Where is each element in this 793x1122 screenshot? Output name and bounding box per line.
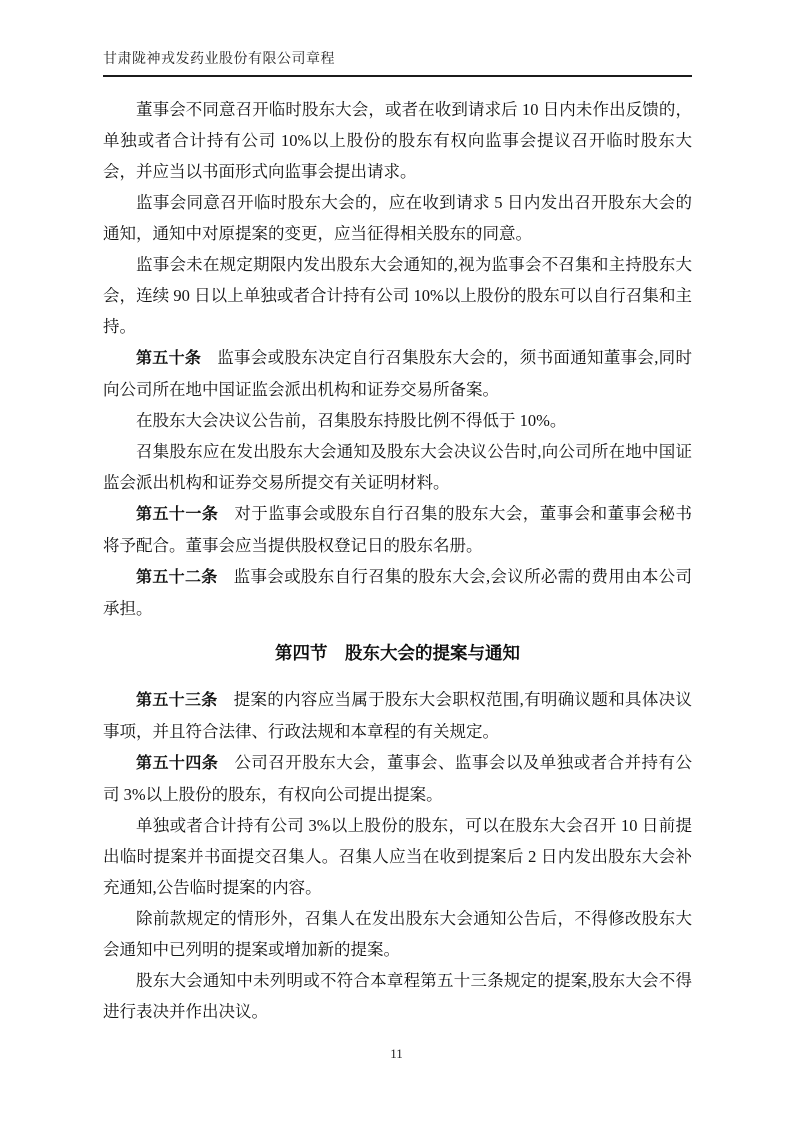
page-header bbox=[103, 50, 692, 77]
article-number: 第五十条 bbox=[136, 350, 202, 367]
article-paragraph: 第五十四条 公司召开股东大会，董事会、监事会以及单独或者合并持有公司 3%以上股份的股东，有权向公司提出提案。 bbox=[103, 753, 692, 804]
article-number: 第五十四条 bbox=[136, 755, 219, 772]
section-heading: 第四节 股东大会的提案与通知 bbox=[275, 643, 520, 663]
article-number: 第五十一条 bbox=[136, 506, 219, 523]
article-number: 第五十二条 bbox=[136, 569, 218, 586]
page-footer bbox=[0, 1046, 793, 1062]
body-paragraph: 单独或者合计持有公司 3%以上股份的股东，可以在股东大会召开 10 日前提出临时提案并书面提交召集人。召集人应当在收到提案后 2 日内发出股东大会补充通知,公告临时提案的内容。 bbox=[103, 816, 692, 897]
body-paragraph: 监事会未在规定期限内发出股东大会通知的,视为监事会不召集和主持股东大会，连续 90 日以上单独或者合计持有公司 10%以上股份的股东可以自行召集和主持。 bbox=[103, 255, 692, 336]
body-paragraph: 监事会同意召开临时股东大会的，应在收到请求 5 日内发出召开股东大会的通知，通知中对原提案的变更，应当征得相关股东的同意。 bbox=[103, 193, 692, 243]
body-paragraph: 除前款规定的情形外，召集人在发出股东大会通知公告后，不得修改股东大会通知中已列明的提案或增加新的提案。 bbox=[103, 909, 692, 959]
article-paragraph: 第五十二条 监事会或股东自行召集的股东大会,会议所必需的费用由本公司承担。 bbox=[103, 567, 692, 618]
body-paragraph: 董事会不同意召开临时股东大会，或者在收到请求后 10 日内未作出反馈的，单独或者合计持有公司 10%以上股份的股东有权向监事会提议召开临时股东大会，并应当以书面形式向监事会提出请求。 bbox=[103, 100, 692, 181]
page-number: 11 bbox=[390, 1046, 403, 1061]
article-paragraph: 第五十一条 对于监事会或股东自行召集的股东大会，董事会和董事会秘书将予配合。董事会应当提供股权登记日的股东名册。 bbox=[103, 504, 692, 555]
article-paragraph: 第五十三条 提案的内容应当属于股东大会职权范围,有明确议题和具体决议事项，并且符合法律、行政法规和本章程的有关规定。 bbox=[103, 690, 692, 741]
document-body bbox=[103, 94, 692, 1027]
page-header-title: 甘肃陇神戎发药业股份有限公司章程 bbox=[103, 52, 335, 67]
body-paragraph: 在股东大会决议公告前，召集股东持股比例不得低于 10%。 bbox=[136, 411, 567, 430]
article-number: 第五十三条 bbox=[136, 692, 218, 709]
body-paragraph: 股东大会通知中未列明或不符合本章程第五十三条规定的提案,股东大会不得进行表决并作出决议。 bbox=[103, 971, 692, 1021]
body-paragraph: 召集股东应在发出股东大会通知及股东大会决议公告时,向公司所在地中国证监会派出机构和证券交易所提交有关证明材料。 bbox=[103, 442, 692, 492]
article-paragraph: 第五十条 监事会或股东决定自行召集股东大会的，须书面通知董事会,同时向公司所在地中国证监会派出机构和证券交易所备案。 bbox=[103, 348, 692, 399]
